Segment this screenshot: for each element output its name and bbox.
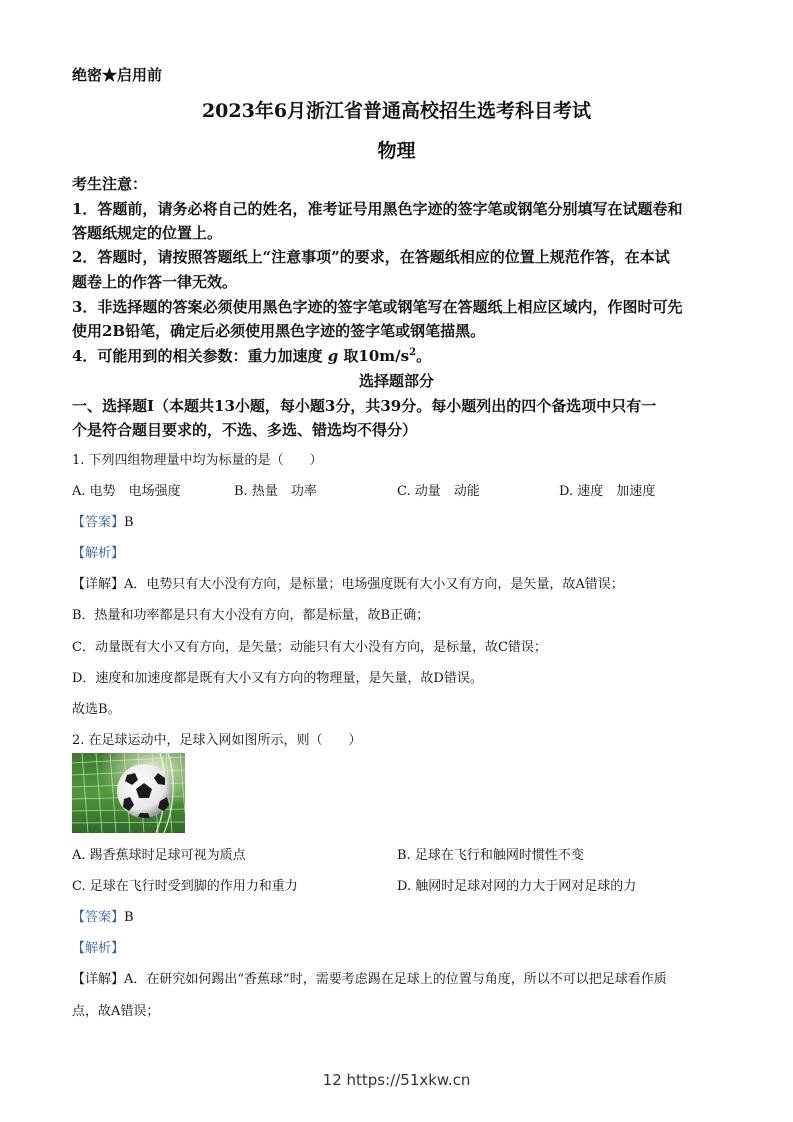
exam-title: 2023年6月浙江省普通高校招生选考科目考试	[201, 100, 592, 122]
gravity-symbol: g	[327, 347, 339, 365]
question-1-stem: 1. 下列四组物理量中均为标量的是（ ）	[72, 453, 323, 468]
q1-detail-line: B．热量和功率都是只有大小没有方向，都是标量，故B正确；	[72, 608, 430, 623]
q1-option-d: D. 速度 加速度	[559, 484, 656, 499]
q2-detail-line	[72, 968, 667, 987]
section-instruction: 一、选择题Ⅰ（本题共13小题，每小题3分，共39分。每小题列出的四个备选项中只有一	[72, 397, 657, 415]
q2-option-c: C. 足球在飞行时受到脚的作用力和重力	[72, 879, 298, 894]
q2-answer	[72, 906, 134, 925]
answer-value: B	[124, 515, 134, 530]
q2-option-d: D. 触网时足球对网的力大于网对足球的力	[397, 879, 637, 894]
notice-4-sup: 2	[409, 347, 417, 358]
q1-answer	[72, 511, 134, 530]
q1-detail-line: 故选B。	[72, 702, 121, 717]
section-instruction: 个是符合题目要求的，不选、多选、错选均不得分）	[72, 421, 418, 439]
notice-line: 2．答题时，请按照答题纸上“注意事项”的要求，在答题纸相应的位置上规范作答，在本试	[72, 248, 670, 266]
detail-text: A．在研究如何踢出“香蕉球”时，需要考虑踢在足球上的位置与角度，所以不可以把足球看作质	[124, 972, 667, 987]
page-footer: 12 https://51xkw.cn	[322, 1071, 471, 1089]
notice-4-mid: 取10m/s	[343, 347, 410, 365]
q1-option-c: C. 动量 动能	[397, 484, 480, 499]
answer-value: B	[124, 910, 134, 925]
notice-line: 1．答题前，请务必将自己的姓名，准考证号用黑色字迹的签字笔或钢笔分别填写在试题卷和	[72, 200, 683, 218]
q1-detail-line: C．动量既有大小又有方向，是矢量；动能只有大小没有方向，是标量，故C错误；	[72, 640, 547, 655]
detail-text: A．电势只有大小没有方向，是标量；电场强度既有大小又有方向，是矢量，故A错误；	[124, 577, 624, 592]
q2-option-a: A. 踢香蕉球时足球可视为质点	[72, 848, 246, 863]
detail-label: 【详解】	[72, 972, 125, 987]
notice-line: 题卷上的作答一律无效。	[72, 273, 238, 291]
subject-title: 物理	[377, 140, 416, 162]
notice-heading: 考生注意：	[72, 175, 148, 193]
q2-option-b: B. 足球在飞行和触网时惯性不变	[397, 848, 584, 863]
detail-label: 【详解】	[72, 577, 125, 592]
q2-analysis-label: 【解析】	[72, 941, 125, 956]
q1-detail-line	[72, 573, 624, 592]
notice-4-prefix: 4．可能用到的相关参数：重力加速度	[72, 347, 323, 365]
q1-analysis-label: 【解析】	[72, 546, 125, 561]
secret-label: 绝密★启用前	[72, 66, 163, 84]
q1-detail-line: D．速度和加速度都是既有大小又有方向的物理量，是矢量，故D错误。	[72, 671, 483, 686]
q1-option-a: A. 电势 电场强度	[72, 484, 181, 499]
notice-4-end: 。	[416, 347, 432, 365]
answer-label: 【答案】	[72, 515, 125, 530]
answer-label: 【答案】	[72, 910, 125, 925]
q1-option-b: B. 热量 功率	[234, 484, 317, 499]
section-title: 选择题部分	[358, 372, 434, 390]
soccer-ball-net-photo	[72, 753, 185, 833]
notice-line: 答题纸规定的位置上。	[72, 224, 223, 242]
question-2-stem: 2. 在足球运动中，足球入网如图所示，则（ ）	[72, 733, 362, 748]
notice-line: 3．非选择题的答案必须使用黑色字迹的签字笔或钢笔写在答题纸上相应区域内，作图时可先	[72, 298, 683, 316]
notice-line: 使用2B铅笔，确定后必须使用黑色字迹的签字笔或钢笔描黑。	[72, 322, 486, 340]
q2-detail-line: 点，故A错误；	[72, 1004, 160, 1019]
notice-line-4	[72, 345, 431, 366]
